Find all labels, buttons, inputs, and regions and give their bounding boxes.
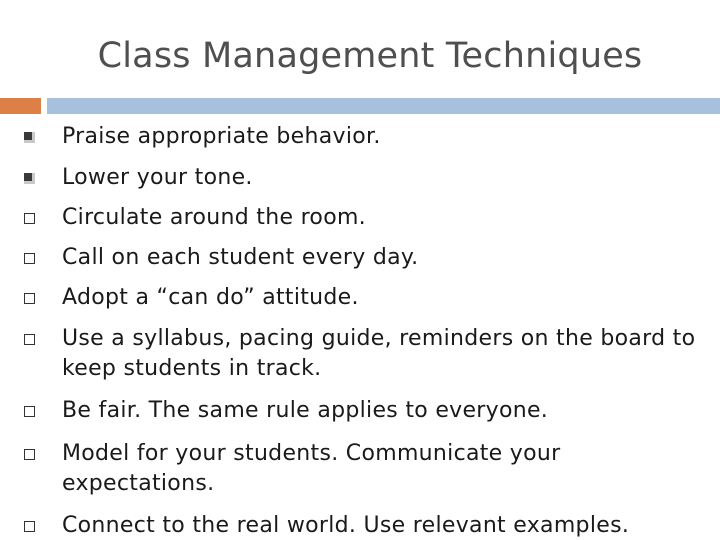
bullet-text: Model for your students. Communicate your expectations. [62, 441, 561, 496]
accent-bar-blue [47, 98, 720, 114]
hollow-square-icon [24, 406, 35, 417]
bullet-text: Use a syllabus, pacing guide, reminders on the board to keep students in track. [62, 326, 696, 381]
bullet-text: Be fair. The same rule applies to everyone. [62, 398, 549, 423]
bullet-text: Praise appropriate behavior. [62, 124, 381, 149]
hollow-square-icon [24, 521, 35, 532]
hollow-square-icon [24, 253, 35, 264]
hollow-square-icon [24, 449, 35, 460]
bullet-text: Adopt a “can do” attitude. [62, 285, 359, 310]
hollow-square-icon [24, 213, 35, 224]
hollow-square-icon [24, 293, 35, 304]
filled-square-icon [24, 173, 35, 184]
filled-square-icon [24, 132, 35, 143]
bullet-text: Connect to the real world. Use relevant examples. [62, 513, 630, 538]
bullet-text: Call on each student every day. [62, 245, 419, 270]
slide-title: Class Management Techniques [97, 36, 643, 76]
hollow-square-icon [24, 334, 35, 345]
bullet-text: Circulate around the room. [62, 205, 366, 230]
accent-bar-orange [0, 98, 41, 114]
bullet-text: Lower your tone. [62, 165, 253, 190]
